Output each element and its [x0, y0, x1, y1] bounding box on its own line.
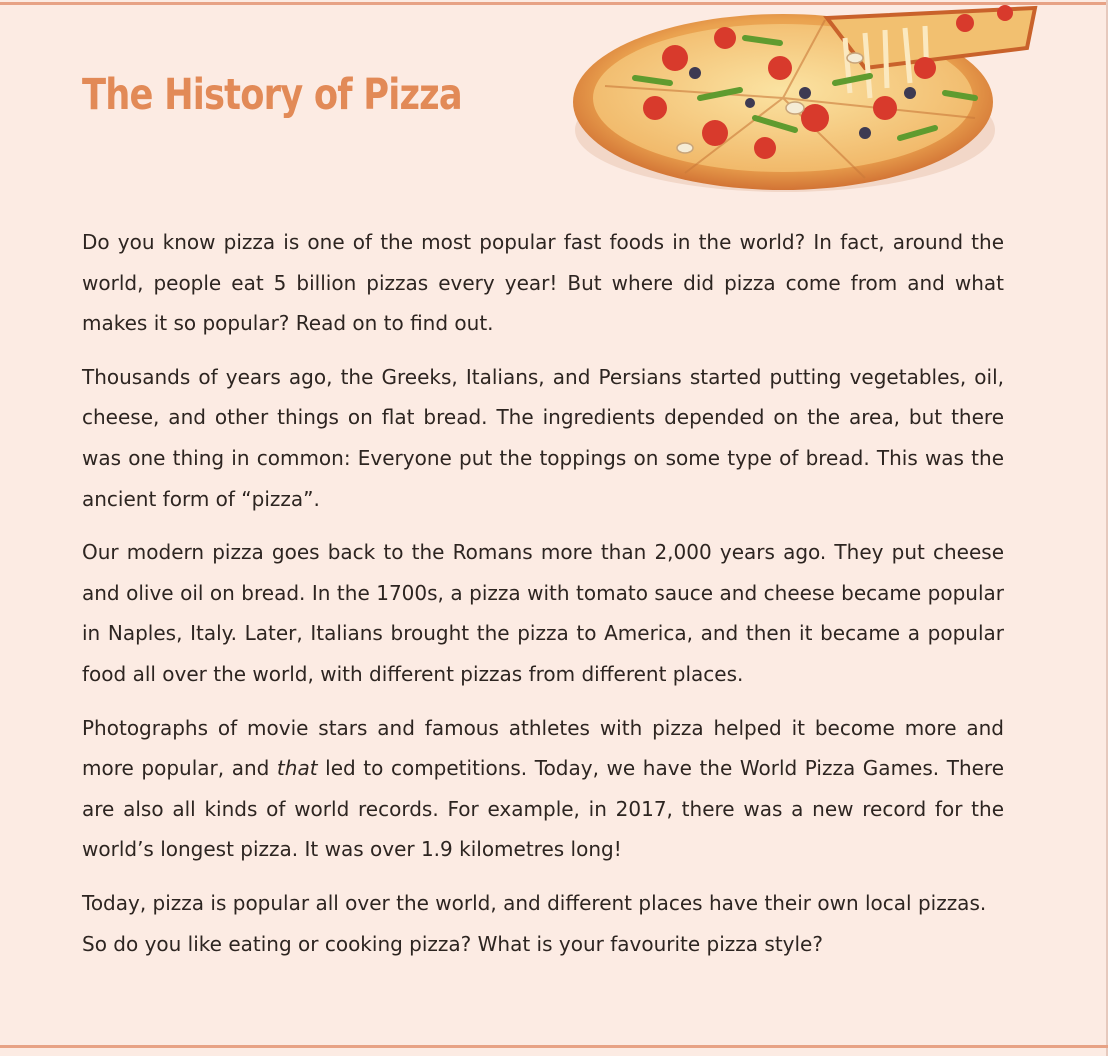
paragraph-competitions [82, 708, 1004, 870]
paragraph-today: Today, pizza is popular all over the world, and different places have their own local pizzas. So do you like eating or cooking pizza? What is your favourite pizza style? [82, 890, 987, 956]
paragraph-competitions-after: led to competitions. Today, we have the World Pizza Games. There are also all kinds of world records. For example, in 2017, there was a new record for the world’s longest pizza. It was over 1.9 kilometres long! [82, 756, 1005, 862]
paragraph-modern: Our modern pizza goes back to the Romans more than 2,000 years ago. They put cheese and olive oil on bread. In the 1700s, a pizza with tomato sauce and cheese became popular in Naples, Italy. Later, Italians brought the pizza to America, and then it became a popular food all over the world, with different pizzas from different places. [82, 540, 1004, 686]
bottom-rule [0, 1045, 1108, 1048]
emphasis-that: that [276, 756, 318, 781]
pizza-illustration [565, 0, 1040, 198]
paragraph-ancient: Thousands of years ago, the Greeks, Italians, and Persians started putting vegetables, oil, cheese, and other things on flat bread. The ingredients depended on the area, but there was one thing in common: Everyone put the toppings on some type of bread. This was the ancient form of “pizza”. [82, 364, 1004, 511]
article-body [82, 222, 1004, 977]
paragraph-competitions-before: Photographs of movie stars and famous athletes with pizza helped it become more and more popular, and [82, 715, 1004, 781]
paragraph-intro: Do you know pizza is one of the most popular fast foods in the world? In fact, around the world, people eat 5 billion pizzas every year! But where did pizza come from and what makes it so popular? Read on to find out. [82, 230, 1004, 336]
page-title: The History of Pizza [82, 70, 462, 120]
